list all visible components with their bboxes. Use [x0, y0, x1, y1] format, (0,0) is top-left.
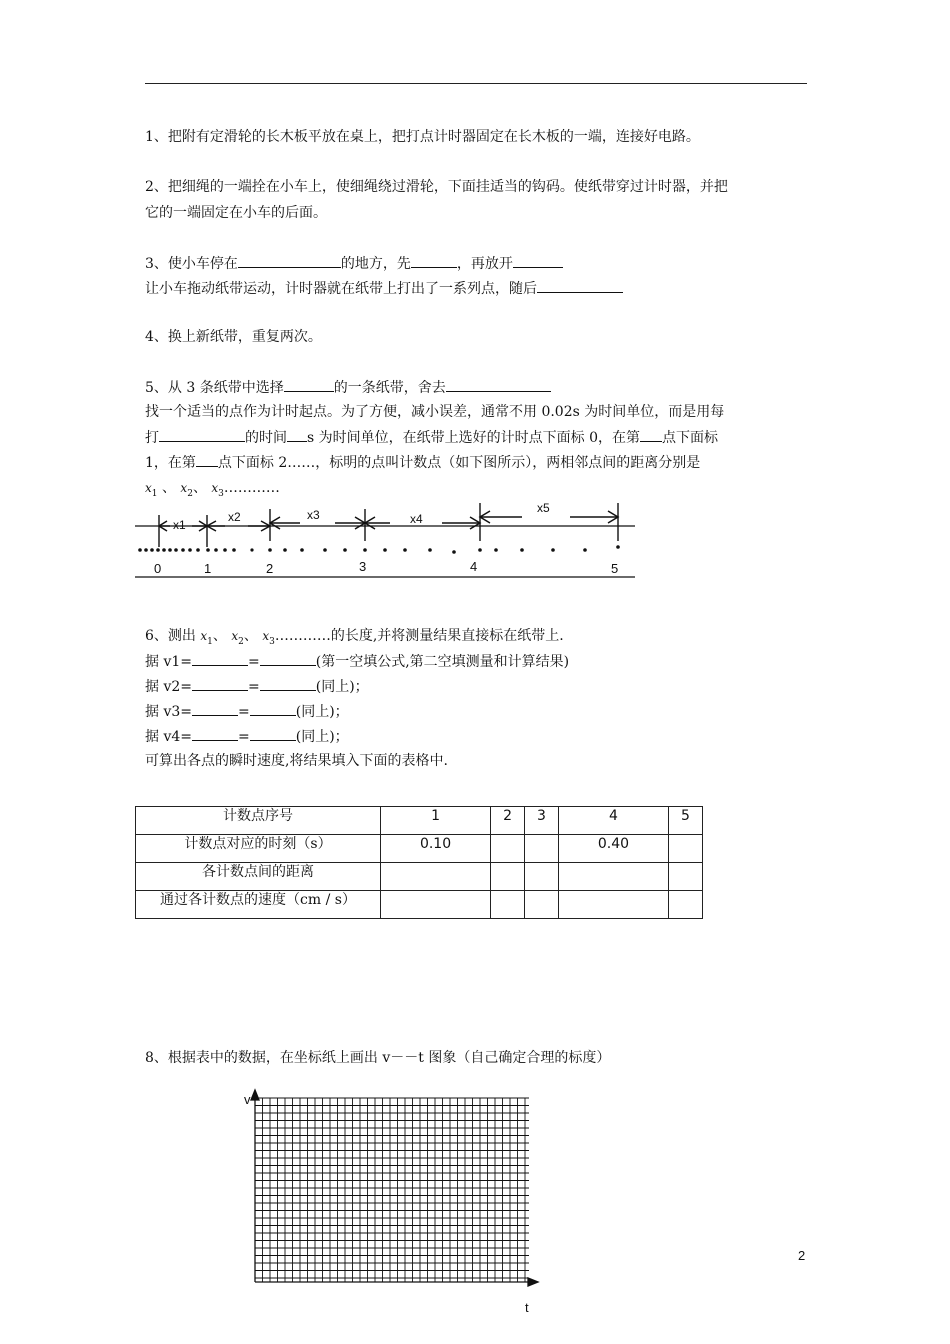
step-6-v3: 据 v3= = (同上)；	[145, 701, 349, 722]
paper-tape-diagram	[130, 495, 650, 585]
step-5-line-4: 1，在第 点下面标 2……，标明的点叫计数点（如下图所示），两相邻点间的距离分别是	[145, 452, 700, 473]
blank-point-index-1[interactable]	[640, 427, 662, 442]
blank-v4-result[interactable]	[250, 726, 296, 741]
step-6-v2: 据 v2= = (同上)；	[145, 676, 369, 697]
blank-v3-formula[interactable]	[192, 701, 238, 716]
step-6-line-1: 6、测出 $x_1$、 $x_2$、 $x_3\dots\dots\dots\dots$的长度,并将测量结果直接标在纸带上.	[145, 628, 564, 647]
row-header-velocity: 通过各计数点的速度（cm / s）	[136, 891, 381, 919]
blank-point-index-2[interactable]	[196, 452, 218, 467]
time-cell[interactable]: 0.40	[558, 835, 668, 863]
blank-v3-result[interactable]	[250, 701, 296, 716]
step-5-line-3: 打 的时间 s 为时间单位，在纸带上选好的计时点下面标 0，在第 点下面标	[145, 427, 718, 448]
tape-point-5: 5	[611, 561, 619, 576]
page-number: 2	[798, 1248, 806, 1263]
time-cell[interactable]	[669, 835, 703, 863]
row-header-time: 计数点对应的时刻（s）	[136, 835, 381, 863]
label-x2: x2	[228, 510, 241, 524]
label-x3: x3	[307, 508, 320, 522]
step-6-v1: 据 v1= = (第一空填公式,第二空填测量和计算结果)	[145, 651, 569, 672]
col-header: 3	[525, 807, 559, 835]
step-2-line-1: 2、把细绳的一端拴在小车上，使细绳绕过滑轮，下面挂适当的钩码。使纸带穿过计时器，并把	[145, 179, 728, 195]
label-x4: x4	[410, 512, 423, 526]
velocity-cell[interactable]	[381, 891, 491, 919]
blank-time-unit[interactable]	[287, 427, 307, 442]
row-header-distance: 各计数点间的距离	[136, 863, 381, 891]
blank-stop-position[interactable]	[238, 253, 341, 268]
step-8: 8、根据表中的数据，在坐标纸上画出 v－－t 图象（自己确定合理的标度）	[145, 1050, 611, 1066]
distance-cell[interactable]	[669, 863, 703, 891]
step-2-line-2: 它的一端固定在小车的后面。	[145, 205, 327, 221]
time-cell[interactable]	[525, 835, 559, 863]
table-row	[136, 807, 703, 835]
blank-afterwards[interactable]	[537, 278, 623, 293]
tape-point-3: 3	[359, 559, 367, 574]
table-row	[136, 863, 703, 891]
distance-cell[interactable]	[491, 863, 525, 891]
graph-paper	[240, 1088, 550, 1323]
table-row	[136, 891, 703, 919]
blank-v2-formula[interactable]	[192, 676, 248, 691]
label-x1: x1	[173, 518, 186, 532]
velocity-cell[interactable]	[525, 891, 559, 919]
velocity-cell[interactable]	[558, 891, 668, 919]
tape-point-0: 0	[154, 561, 162, 576]
label-x5: x5	[537, 501, 550, 515]
step-5-line-5: $x_1$ 、 $x_2$、 $x_3\dots\dots\dots\dots$	[145, 480, 280, 499]
blank-discard[interactable]	[446, 377, 551, 392]
velocity-cell[interactable]	[669, 891, 703, 919]
distance-cell[interactable]	[381, 863, 491, 891]
blank-choose-tape[interactable]	[284, 377, 334, 392]
time-cell[interactable]: 0.10	[381, 835, 491, 863]
blank-v2-result[interactable]	[260, 676, 316, 691]
step-4: 4、换上新纸带，重复两次。	[145, 329, 322, 345]
col-header: 1	[381, 807, 491, 835]
velocity-cell[interactable]	[491, 891, 525, 919]
header-rule	[145, 83, 807, 84]
blank-v1-result[interactable]	[260, 651, 316, 666]
tape-point-1: 1	[204, 561, 212, 576]
distance-cell[interactable]	[525, 863, 559, 891]
col-header: 4	[558, 807, 668, 835]
tape-point-4: 4	[470, 559, 478, 574]
step-3-line-2: 让小车拖动纸带运动，计时器就在纸带上打出了一系列点，随后	[145, 278, 623, 299]
col-header: 2	[491, 807, 525, 835]
distance-cell[interactable]	[558, 863, 668, 891]
step-5-line-1: 5、从 3 条纸带中选择 的一条纸带，舍去	[145, 377, 551, 398]
blank-every-n-points[interactable]	[159, 427, 245, 442]
blank-v4-formula[interactable]	[192, 726, 238, 741]
step-6-conclusion: 可算出各点的瞬时速度,将结果填入下面的表格中.	[145, 753, 448, 769]
row-header-index: 计数点序号	[136, 807, 381, 835]
axis-label-t: t	[525, 1300, 529, 1315]
col-header: 5	[669, 807, 703, 835]
table-row	[136, 835, 703, 863]
tape-point-2: 2	[266, 561, 274, 576]
blank-release[interactable]	[513, 253, 563, 268]
axis-label-v: v	[244, 1092, 251, 1107]
step-1: 1、把附有定滑轮的长木板平放在桌上，把打点计时器固定在长木板的一端，连接好电路。	[145, 129, 700, 145]
step-6-v4: 据 v4= = (同上)；	[145, 726, 349, 747]
time-cell[interactable]	[491, 835, 525, 863]
blank-v1-formula[interactable]	[192, 651, 248, 666]
blank-first-action[interactable]	[411, 253, 457, 268]
step-3-line-1: 3、使小车停在 的地方，先 ，再放开	[145, 253, 563, 274]
results-table	[135, 806, 703, 919]
step-5-line-2: 找一个适当的点作为计时起点。为了方便，减小误差，通常不用 0.02s 为时间单位，而是用每	[145, 404, 725, 420]
